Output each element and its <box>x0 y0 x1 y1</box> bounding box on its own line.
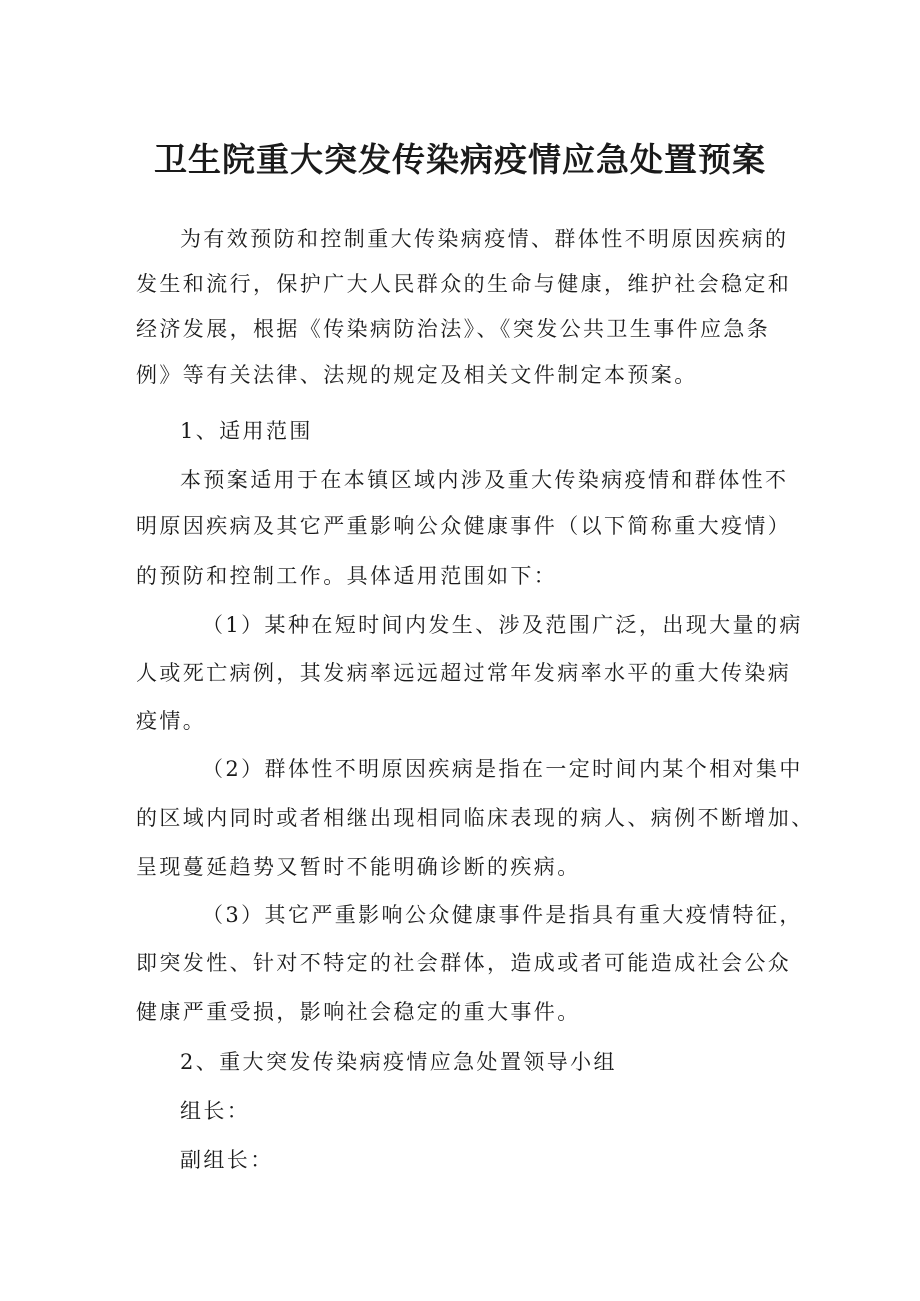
intro-line-3: 经济发展，根据《传染病防治法》、《突发公共卫生事件应急条 <box>136 317 771 341</box>
document-title: 卫生院重大突发传染病疫情应急处置预案 <box>154 140 766 179</box>
item1-line-3: 疫情。 <box>136 709 207 733</box>
item3-line-2: 即突发性、针对不特定的社会群体，造成或者可能造成社会公众 <box>136 951 792 975</box>
intro-line-4: 例》等有关法律、法规的规定及相关文件制定本预案。 <box>136 363 698 387</box>
section1-para-line-2: 明原因疾病及其它严重影响公众健康事件（以下简称重大疫情） <box>136 514 792 538</box>
leader-label: 组长： <box>180 1099 251 1123</box>
item3-line-3: 健康严重受损，影响社会稳定的重大事件。 <box>136 1000 581 1024</box>
section2-heading: 2、重大突发传染病疫情应急处置领导小组 <box>180 1050 617 1074</box>
item2-line-3: 呈现蔓延趋势又暂时不能明确诊断的疾病。 <box>136 855 581 879</box>
item1-line-2: 人或死亡病例，其发病率远远超过常年发病率水平的重大传染病 <box>136 661 792 685</box>
deputy-leader-label: 副组长： <box>180 1148 274 1172</box>
section1-para-line-3: 的预防和控制工作。具体适用范围如下： <box>136 564 558 588</box>
item2-line-2: 的区域内同时或者相继出现相同临床表现的病人、病例不断增加、 <box>136 806 815 830</box>
item3-line-1: （3）其它严重影响公众健康事件是指具有重大疫情特征， <box>202 903 803 927</box>
item2-line-1: （2）群体性不明原因疾病是指在一定时间内某个相对集中 <box>202 757 803 781</box>
section1-heading: 1、适用范围 <box>180 419 313 443</box>
intro-line-1: 为有效预防和控制重大传染病疫情、群体性不明原因疾病的 <box>180 227 789 251</box>
intro-line-2: 发生和流行，保护广大人民群众的生命与健康，维护社会稳定和 <box>136 272 792 296</box>
section1-para-line-1: 本预案适用于在本镇区域内涉及重大传染病疫情和群体性不 <box>180 468 789 492</box>
item1-line-1: （1）某种在短时间内发生、涉及范围广泛，出现大量的病 <box>202 613 803 637</box>
